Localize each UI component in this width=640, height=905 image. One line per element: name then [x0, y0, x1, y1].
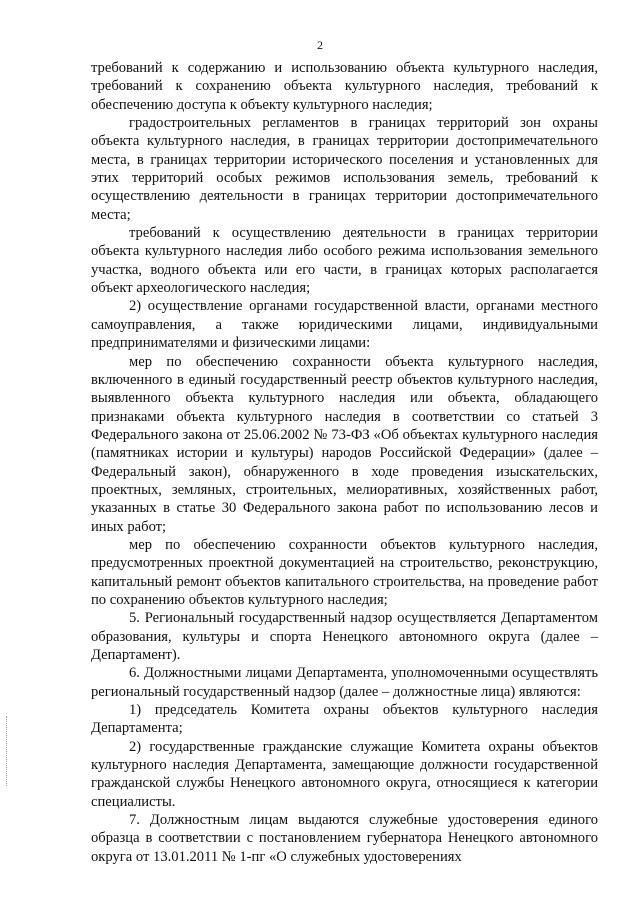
paragraph-preservation-measures-registry: мер по обеспечению сохранности объекта культурного наследия, включенного в единый государственный реестр объектов культурного наследия, выявленного объекта культурного наследия или объекта, обладающего признаками объекта культурного наследия в соответствии со статьей 3 Федерального закона от 25.06.2002 № 73-ФЗ «Об объектах культурного наследия (памятниках истории и культуры) народов Российской Федерации» (далее – Федеральный закон), обнаруженного в ходе проведения изыскательских, проектных, земляных, строительных, мелиоративных, хозяйственных работ, указанных в статье 30 Федерального закона работ по использованию лесов и иных работ; — [91, 353, 598, 535]
paragraph-clause-5-department: 5. Региональный государственный надзор осуществляется Департаментом образования, культуры и спорта Ненецкого автономного округа (далее – Департамент). — [91, 610, 598, 663]
page-number: 2 — [317, 38, 323, 52]
paragraph-clause-7-certificates: 7. Должностным лицам выдаются служебные удостоверения единого образца в соответствии с постановлением губернатора Ненецкого автономного округа от 13.01.2011 № 1-пг «О служебных удостоверениях — [91, 812, 598, 865]
paragraph-official-chairman: 1) председатель Комитета охраны объектов культурного наследия Департамента; — [91, 702, 598, 737]
margin-scan-mark — [6, 716, 9, 786]
paragraph-clause-6-officials: 6. Должностными лицами Департамента, уполномоченными осуществлять региональный государственный надзор (далее – должностные лица) являются: — [91, 665, 598, 700]
paragraph-archaeological-heritage: требований к осуществлению деятельности в границах территории объекта культурного наследия либо особого режима использования земельного участка, водного объекта или его части, в границах которых располагается объект археологического наследия; — [91, 225, 598, 297]
paragraph-preservation-measures-design: мер по обеспечению сохранности объектов культурного наследия, предусмотренных проектной документацией на строительство, реконструкцию, капитальный ремонт объектов капитального строительства, на проведение работ по сохранению объектов культурного наследия; — [91, 536, 598, 608]
paragraph-requirements-preservation: требований к содержанию и использованию объекта культурного наследия, требований к сохранению объекта культурного наследия, требований к обеспечению доступа к объекту культурного наследия; — [91, 60, 598, 113]
paragraph-urban-planning-regulations: градостроительных регламентов в границах территорий зон охраны объекта культурного наследия, в границах территории достопримечательного места, в границах территории исторического поселения и установленных для этих территорий особых режимов использования земель, требований к осуществлению деятельности в границах территории достопримечательного места; — [91, 115, 598, 223]
paragraph-official-civil-servants: 2) государственные гражданские служащие Комитета охраны объектов культурного наследия Департамента, замещающие должности государственной гражданской службы Ненецкого автономного округа, относящиеся к категории специалисты. — [91, 738, 598, 810]
paragraph-item-2-authorities: 2) осуществление органами государственной власти, органами местного самоуправления, а также юридическими лицами, индивидуальными предпринимателями и физическими лицами: — [91, 298, 598, 352]
document-body — [91, 59, 598, 866]
